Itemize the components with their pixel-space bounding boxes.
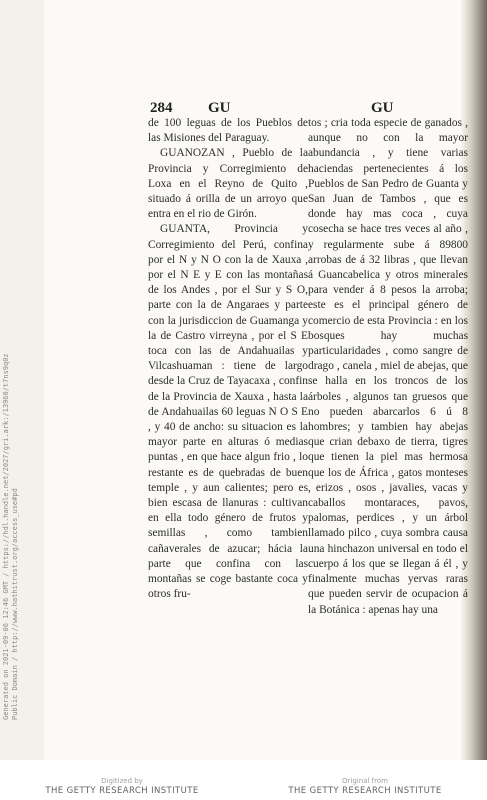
text-column-left: [148, 116, 308, 603]
paragraph: de 100 leguas de los Pueblos de las Misiones del Paraguay.: [148, 117, 308, 145]
original-from-label: Original from: [342, 777, 388, 785]
original-from: [265, 777, 465, 797]
digitized-by: [22, 777, 222, 797]
access-stamp-line: Public Domain / http://www.hathitrust.org/access_use#pd: [11, 488, 19, 720]
original-from-institution: THE GETTY RESEARCH INSTITUTE: [288, 786, 442, 796]
access-stamp-line: Generated on 2021-09-06 12:46 GMT / https://hdl.handle.net/2027/gri.ark:/13960/t7ns9q0z: [2, 353, 10, 720]
paragraph: GUANOZAN , Pueblo de la Provincia y Corregimiento de Loxa en el Reyno de Quito , situado á orilla de un arroyo que entra en el rio de Girón.: [148, 147, 308, 221]
running-head-left: GU: [208, 100, 231, 116]
attribution-footer: [0, 760, 487, 800]
text-column-right: [308, 116, 468, 618]
paragraph: tos ; cria toda especie de ganados , aunque no con la mayor abundancia , y tiene varias haciendas pertenecientes á los Pueblos de San Pedro de Guanta y San Juan de Tambos , que es donde hay mas coca , cuya cosecha se hace tres veces al año , y regularmente sube á 89800 arrobas de á 32 libras , que llevan á Guancabelica y otros minerales para vender á 8 pesos la arroba; este es el principal género de comercio de esta Provincia : en los bosques hay muchas particularidades , como sangre de drago , canela , miel de abejas, que se halla en los troncos de los árboles , algunos tan gruesos que no pueden abarcarlos 6 ú 8 hombres; y tambien hay abejas que crian debaxo de tierra, tigres que tienen la piel mas hermosa que los de África , gatos monteses , erizos , osos , javalies, vacas y caballos montaraces, pavos, palomas, perdices , y un árbol llamado pilco , cuya sombra causa una hinchazon universal en todo el cuerpo á los que se llegan á él , y finalmente muchas yervas raras que pueden servir de ocupacion á la Botánica : apenas hay una: [308, 117, 468, 616]
paragraph: GUANTA, Provincia y Corregimiento del Perú, confina por el N y N O con la de Xauxa , por el N E y E con las montañas de los Andes , por el Sur y S O, parte con la de Angaraes y parte con la jurisdiccion de Guamanga y la de Castro virreyna , por el S E toca con las de Andahuailas y Vilcashuaman : tiene de largo desde la Cruz de Tayacaxa , confin de la Provincia de Xauxa , hasta la de Andahuailas 60 leguas N O S E , y 40 de ancho: su situacion es la mayor parte en alturas ó medias puntas , en que hace algun frio , lo restante es de quebradas de buen temple , y aun calientes; pero es bien escasa de llanuras : cultivan en ella todo género de frutos y semillas , como tambien cañaverales de azucar; hácia la parte que confina con las montañas se coge bastante coca y otros fru-: [148, 223, 308, 601]
page-number: 284: [150, 100, 173, 116]
running-head-right: GU: [371, 100, 394, 116]
digitized-by-institution: THE GETTY RESEARCH INSTITUTE: [45, 786, 199, 796]
digitized-by-label: Digitized by: [101, 777, 143, 785]
access-stamp: [2, 300, 42, 720]
